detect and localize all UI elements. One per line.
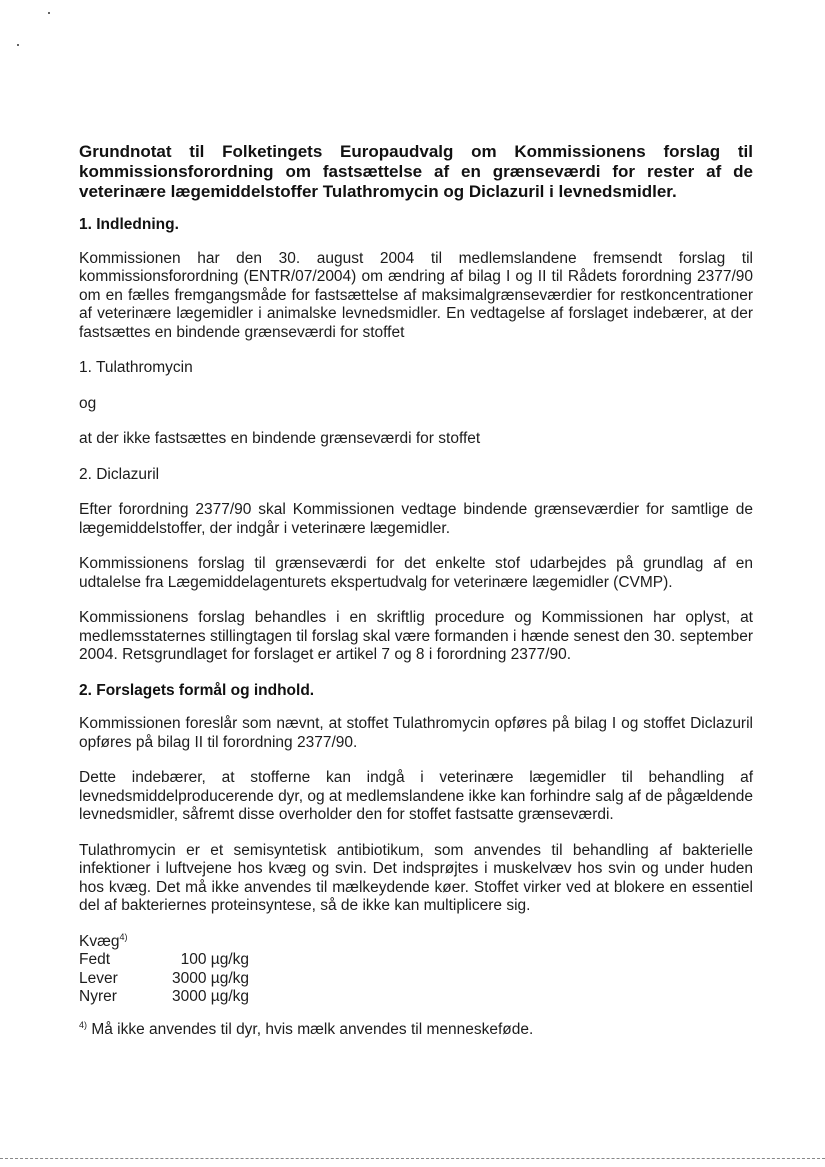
residue-limit-table <box>79 933 249 1007</box>
list-item-tulathromycin: 1. Tulathromycin <box>79 359 193 376</box>
tissue-cell: Nyrer <box>79 988 117 1005</box>
document-title: Grundnotat til Folketingets Europaudvalg om Kommissionens forslag til kommissionsforordning om fastsættelse af en grænseværdi for rester af de veterinære lægemiddelstoffer Tulathromycin og Diclazuril i levnedsmidler. <box>79 142 753 201</box>
paragraph: Efter forordning 2377/90 skal Kommissionen vedtage bindende grænseværdier for samtlige de lægemiddelstoffer, der indgår i veterinære lægemidler. <box>79 501 753 537</box>
section-heading-indledning: 1. Indledning. <box>79 216 179 233</box>
scan-speck <box>48 12 50 14</box>
value-cell: 3000 µg/kg <box>171 969 249 987</box>
paragraph: Kommissionen foreslår som nævnt, at stoffet Tulathromycin opføres på bilag I og stoffet Diclazuril opføres på bilag II til forordning 2377/90. <box>79 715 753 751</box>
table-row <box>79 951 249 970</box>
table-row <box>79 988 249 1007</box>
paragraph: Kommissionens forslag til grænseværdi for det enkelte stof udarbejdes på grundlag af en udtalelse fra Lægemiddelagenturets ekspertudvalg for veterinære lægemidler (CVMP). <box>79 555 753 591</box>
tissue-cell: Fedt <box>79 951 111 968</box>
paragraph: Dette indebærer, at stofferne kan indgå i veterinære lægemidler til behandling af levnedsmiddelproducerende dyr, og at medlemslandene ikke kan forhindre salg af de pågældende levnedsmidler, såfremt disse overholder den for stoffet fastsatte grænseværdi. <box>79 769 753 823</box>
paragraph: Tulathromycin er et semisyntetisk antibiotikum, som anvendes til behandling af bakterielle infektioner i luftvejene hos kvæg og svin. Det indsprøjtes i muskelvæv hos svin og under huden hos kvæg. Det må ikke anvendes til mælkeydende køer. Stoffet virker ved at blokere en essentiel del af bakteriernes proteinsyntese, så de ikke kan multiplicere sig. <box>79 841 753 914</box>
paragraph: at der ikke fastsættes en bindende grænseværdi for stoffet <box>79 430 481 447</box>
footnote-text: Må ikke anvendes til dyr, hvis mælk anvendes til menneskeføde. <box>91 1020 534 1038</box>
page-edge-line <box>0 1158 825 1159</box>
tissue-cell: Lever <box>79 969 118 987</box>
paragraph: Kommissionens forslag behandles i en skriftlig procedure og Kommissionen har oplyst, at medlemsstaternes stillingtagen til forslag skal være formanden i hænde senest den 30. september 2004. Retsgrundlaget for forslaget er artikel 7 og 8 i forordning 2377/90. <box>79 609 753 663</box>
footnote-mark: 4) <box>79 1019 88 1030</box>
list-item-diclazuril: 2. Diclazuril <box>79 465 160 483</box>
connector-text: og <box>79 394 97 412</box>
species-label: Kvæg <box>79 932 120 950</box>
value-cell: 100 µg/kg <box>180 951 249 968</box>
paragraph: Kommissionen har den 30. august 2004 til medlemslandene fremsendt forslag til kommissionsforordning (ENTR/07/2004) om ændring af bilag I og II til Rådets forordning 2377/90 om en fælles fremgangsmåde for fastsættelse af maksimalgrænseværdier for restkoncentrationer af veterinære lægemidler i animalske levnedsmidler. En vedtagelse af forslaget indebærer, at der fastsættes en bindende grænseværdi for stoffet <box>79 249 753 341</box>
table-row <box>79 970 249 989</box>
scan-speck <box>17 44 19 46</box>
footnote-ref: 4) <box>119 931 128 942</box>
section-heading-formaal: 2. Forslagets formål og indhold. <box>79 681 315 699</box>
footnote <box>79 1021 753 1040</box>
table-header-row <box>79 933 249 952</box>
document-page <box>79 142 753 1056</box>
value-cell: 3000 µg/kg <box>171 988 249 1005</box>
